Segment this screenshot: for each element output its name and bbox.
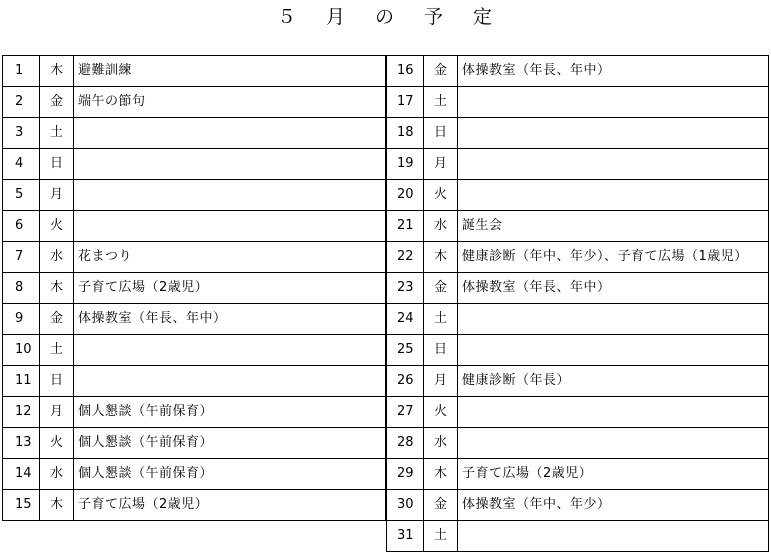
table-row <box>387 87 769 118</box>
event-cell: 体操教室（年長、年中） <box>458 56 769 87</box>
weekday-cell: 土 <box>424 521 458 552</box>
weekday-cell: 土 <box>424 304 458 335</box>
weekday-cell: 日 <box>424 335 458 366</box>
weekday-cell: 日 <box>424 118 458 149</box>
table-row <box>387 211 769 242</box>
day-cell: 28 <box>387 428 424 459</box>
day-cell: 27 <box>387 397 424 428</box>
table-row <box>3 56 386 87</box>
weekday-cell: 火 <box>424 397 458 428</box>
event-cell <box>458 180 769 211</box>
table-row <box>387 335 769 366</box>
weekday-cell: 水 <box>40 459 74 490</box>
event-cell: 体操教室（年長、年中） <box>74 304 386 335</box>
table-row <box>387 118 769 149</box>
event-cell <box>458 87 769 118</box>
day-cell: 21 <box>387 211 424 242</box>
day-cell: 14 <box>3 459 40 490</box>
event-cell: 子育て広場（2歳児） <box>74 273 386 304</box>
title-char: 予 <box>424 6 446 28</box>
schedule-table-right <box>386 55 769 552</box>
event-cell: 個人懇談（午前保育） <box>74 397 386 428</box>
weekday-cell: 土 <box>40 335 74 366</box>
weekday-cell: 木 <box>424 242 458 273</box>
table-row <box>3 366 386 397</box>
day-cell: 20 <box>387 180 424 211</box>
weekday-cell: 日 <box>40 149 74 180</box>
event-cell <box>74 366 386 397</box>
day-cell: 22 <box>387 242 424 273</box>
day-cell: 4 <box>3 149 40 180</box>
table-row <box>387 490 769 521</box>
day-cell: 30 <box>387 490 424 521</box>
day-cell: 13 <box>3 428 40 459</box>
day-cell: 8 <box>3 273 40 304</box>
event-cell: 避難訓練 <box>74 56 386 87</box>
table-row <box>387 273 769 304</box>
event-cell <box>458 397 769 428</box>
weekday-cell: 土 <box>40 118 74 149</box>
weekday-cell: 水 <box>424 211 458 242</box>
event-cell <box>458 304 769 335</box>
title-char: 定 <box>473 6 495 28</box>
weekday-cell: 金 <box>424 490 458 521</box>
table-row <box>3 118 386 149</box>
table-row <box>3 273 386 304</box>
day-cell: 9 <box>3 304 40 335</box>
table-row <box>3 304 386 335</box>
table-row <box>387 366 769 397</box>
weekday-cell: 火 <box>424 180 458 211</box>
day-cell: 31 <box>387 521 424 552</box>
day-cell: 7 <box>3 242 40 273</box>
table-row <box>387 242 769 273</box>
table-row <box>387 521 769 552</box>
weekday-cell: 火 <box>40 428 74 459</box>
table-row <box>3 180 386 211</box>
table-row <box>3 242 386 273</box>
weekday-cell: 水 <box>40 242 74 273</box>
weekday-cell: 木 <box>424 459 458 490</box>
weekday-cell: 土 <box>424 87 458 118</box>
table-row <box>387 459 769 490</box>
weekday-cell: 月 <box>424 149 458 180</box>
weekday-cell: 金 <box>40 87 74 118</box>
event-cell <box>74 118 386 149</box>
event-cell: 子育て広場（2歳児） <box>74 490 386 521</box>
table-row <box>3 149 386 180</box>
weekday-cell: 金 <box>424 56 458 87</box>
event-cell: 花まつり <box>74 242 386 273</box>
day-cell: 5 <box>3 180 40 211</box>
event-cell <box>74 335 386 366</box>
day-cell: 23 <box>387 273 424 304</box>
day-cell: 11 <box>3 366 40 397</box>
weekday-cell: 月 <box>424 366 458 397</box>
day-cell: 10 <box>3 335 40 366</box>
day-cell: 29 <box>387 459 424 490</box>
page-title <box>0 5 771 29</box>
title-char: 月 <box>325 6 347 28</box>
event-cell: 個人懇談（午前保育） <box>74 428 386 459</box>
event-cell: 健康診断（年中、年少）、子育て広場（1歳児） <box>458 242 769 273</box>
day-cell: 19 <box>387 149 424 180</box>
event-cell <box>74 180 386 211</box>
day-cell: 26 <box>387 366 424 397</box>
event-cell <box>74 211 386 242</box>
table-row <box>387 149 769 180</box>
day-cell: 15 <box>3 490 40 521</box>
weekday-cell: 木 <box>40 273 74 304</box>
table-row <box>387 304 769 335</box>
table-row <box>387 180 769 211</box>
weekday-cell: 日 <box>40 366 74 397</box>
event-cell: 体操教室（年中、年少） <box>458 490 769 521</box>
event-cell <box>458 149 769 180</box>
day-cell: 12 <box>3 397 40 428</box>
title-char: ５ <box>276 6 298 28</box>
table-row <box>387 56 769 87</box>
table-row <box>387 428 769 459</box>
weekday-cell: 金 <box>424 273 458 304</box>
weekday-cell: 金 <box>40 304 74 335</box>
title-char: の <box>374 6 396 28</box>
event-cell: 体操教室（年長、年中） <box>458 273 769 304</box>
day-cell: 3 <box>3 118 40 149</box>
event-cell <box>458 428 769 459</box>
weekday-cell: 月 <box>40 180 74 211</box>
table-row <box>3 211 386 242</box>
schedule-table-left <box>2 55 386 521</box>
table-row <box>3 87 386 118</box>
table-row <box>3 335 386 366</box>
event-cell: 個人懇談（午前保育） <box>74 459 386 490</box>
event-cell <box>74 149 386 180</box>
day-cell: 17 <box>387 87 424 118</box>
table-row <box>3 428 386 459</box>
event-cell: 健康診断（年長） <box>458 366 769 397</box>
weekday-cell: 火 <box>40 211 74 242</box>
event-cell <box>458 335 769 366</box>
weekday-cell: 水 <box>424 428 458 459</box>
day-cell: 18 <box>387 118 424 149</box>
table-row <box>387 397 769 428</box>
table-row <box>3 397 386 428</box>
day-cell: 24 <box>387 304 424 335</box>
event-cell: 誕生会 <box>458 211 769 242</box>
event-cell <box>458 521 769 552</box>
event-cell <box>458 118 769 149</box>
day-cell: 16 <box>387 56 424 87</box>
day-cell: 2 <box>3 87 40 118</box>
table-row <box>3 490 386 521</box>
event-cell: 子育て広場（2歳児） <box>458 459 769 490</box>
weekday-cell: 木 <box>40 490 74 521</box>
day-cell: 1 <box>3 56 40 87</box>
weekday-cell: 月 <box>40 397 74 428</box>
day-cell: 25 <box>387 335 424 366</box>
table-row <box>3 459 386 490</box>
event-cell: 端午の節句 <box>74 87 386 118</box>
day-cell: 6 <box>3 211 40 242</box>
weekday-cell: 木 <box>40 56 74 87</box>
